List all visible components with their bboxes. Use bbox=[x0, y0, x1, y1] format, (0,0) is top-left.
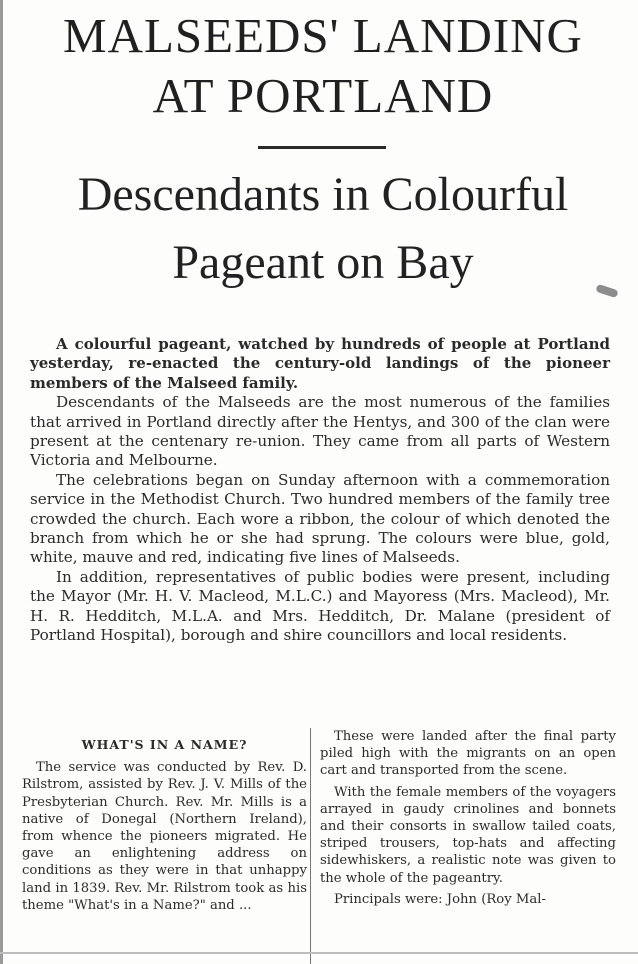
article-paragraph: The celebrations began on Sunday afternoon with a commemoration service in the Methodist Church. Two hundred members of the family tree crowded the church. Each wore a ribbon, the colour of which denoted the branch from which he or she had sprung. The colours were blue, gold, white, mauve and red, indicating five lines of Malseeds. bbox=[30, 470, 610, 567]
column-paragraph: With the female members of the voyagers arrayed in gaudy crinolines and bonnets and their consorts in swallow tailed coats, striped trousers, top-hats and affecting sidewhiskers, a realistic note was given to the whole of the pageantry. bbox=[320, 784, 616, 886]
column-paragraph: These were landed after the final party piled high with the migrants on an open cart and transported from the scene. bbox=[320, 729, 616, 779]
column-heading: WHAT'S IN A NAME? bbox=[81, 737, 248, 752]
clipping-bottom-edge bbox=[0, 952, 638, 954]
column-paragraph: Principals were: John (Roy Mal- bbox=[334, 891, 546, 907]
headline-rule bbox=[258, 146, 386, 149]
subheadline-line-1: Descendants in Colourful bbox=[77, 168, 569, 221]
headline-line-2: AT PORTLAND bbox=[152, 68, 494, 123]
two-column-section bbox=[0, 728, 638, 964]
article-paragraph: Descendants of the Malseeds are the most numerous of the families that arrived in Portland directly after the Hentys, and 300 of the clan were present at the centenary re-union. They came from all parts of Western Victoria and Melbourne. bbox=[30, 393, 610, 470]
headline-line-1: MALSEEDS' LANDING bbox=[63, 8, 583, 63]
article-paragraph: In addition, representatives of public bodies were present, including the Mayor (Mr. H. V. Macleod, M.L.C.) and Mayoress (Mrs. Macleod), Mr. H. R. Hedditch, M.L.A. and Mrs. Hedditch, Dr. Malane (president of Portland Hospital), borough and shire councillors and local residents. bbox=[30, 567, 610, 645]
subheadline-line-2: Pageant on Bay bbox=[172, 236, 474, 289]
column-paragraph: The service was conducted by Rev. D. Rilstrom, assisted by Rev. J. V. Mills of the Presbyterian Church. Rev. Mr. Mills is a native of Donegal (Northern Ireland), from whence the pioneers migrated. He gave an enlightening address on conditions as they were in that unhappy land in 1839. Rev. Mr. Rilstrom took as his theme "What's in a Name?" and ... bbox=[22, 760, 307, 913]
article-body bbox=[30, 335, 610, 646]
right-column bbox=[320, 728, 616, 912]
left-column bbox=[22, 728, 307, 918]
column-divider bbox=[310, 728, 311, 964]
article-lead: A colourful pageant, watched by hundreds of people at Portland yesterday, re-enacted the century-old landings of the pioneer members of the Malseed family. bbox=[30, 335, 610, 392]
